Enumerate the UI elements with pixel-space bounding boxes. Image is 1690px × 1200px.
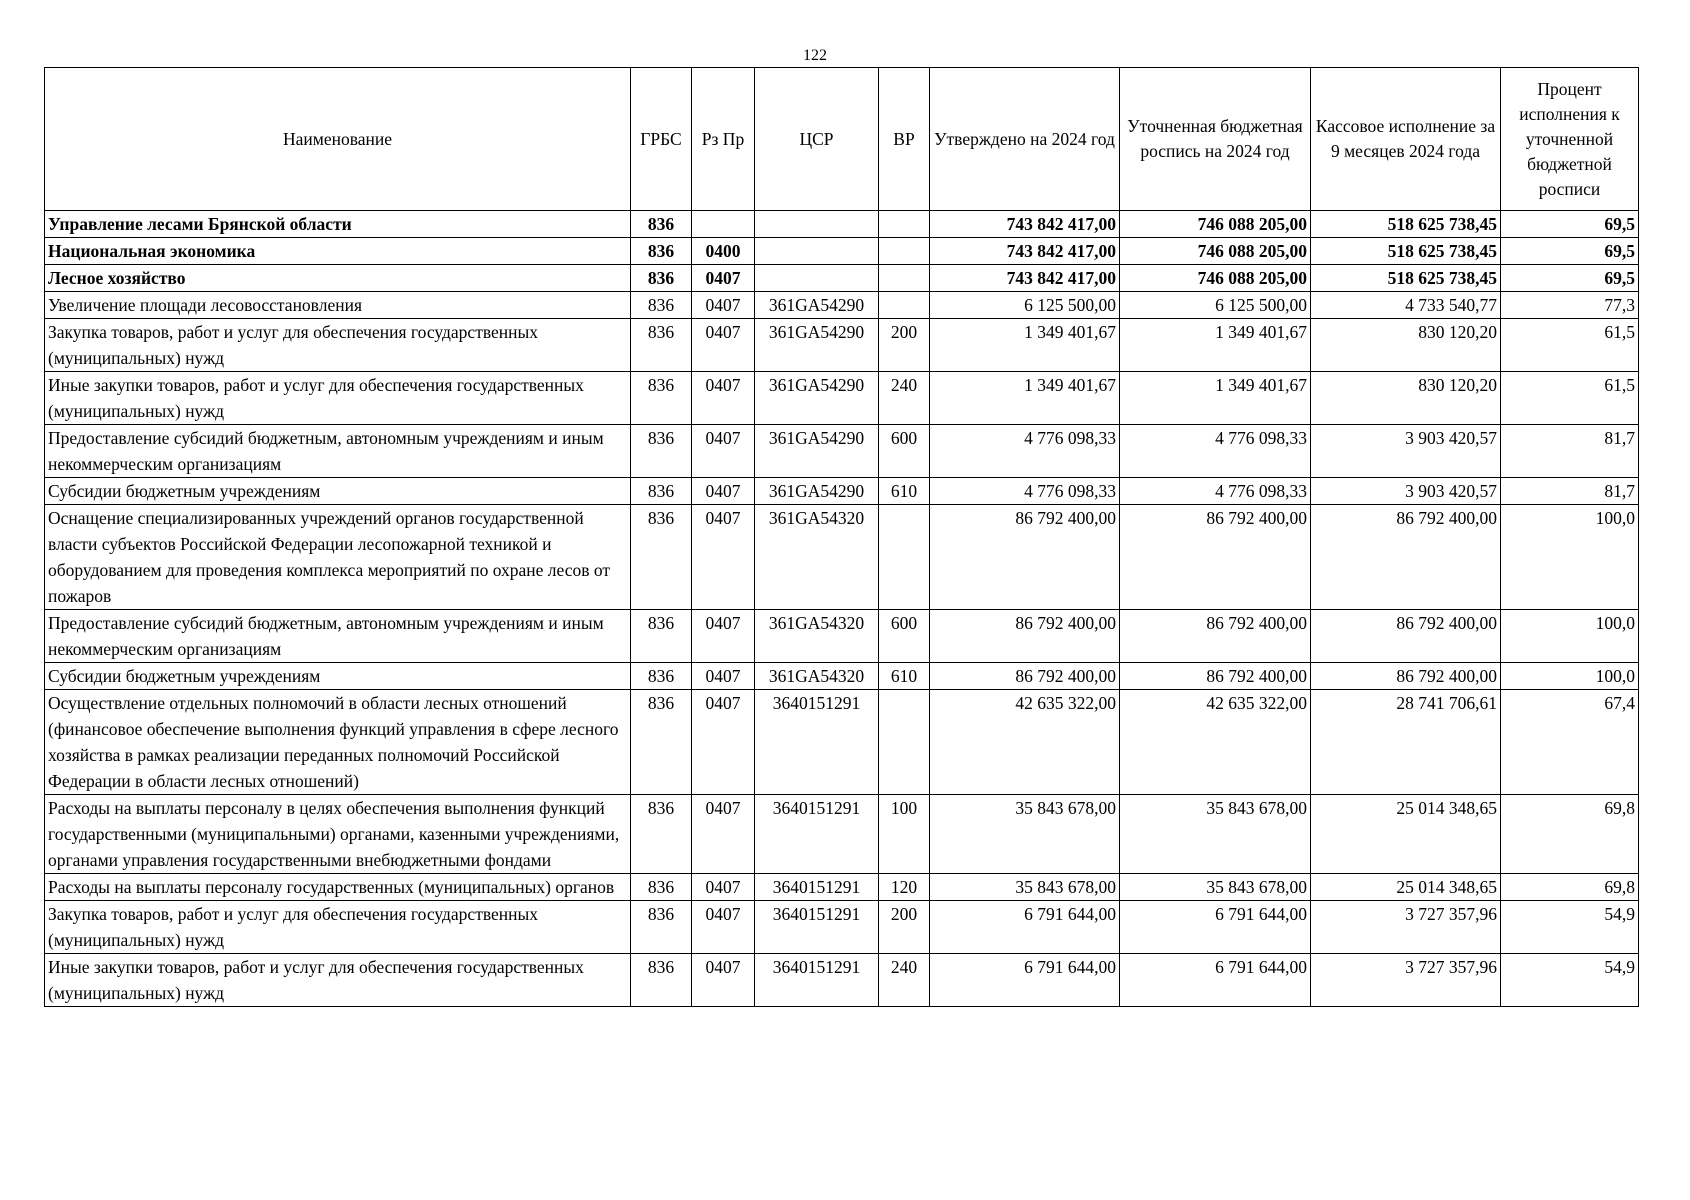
cell-name: Предоставление субсидий бюджетным, автономным учреждениям и иным некоммерческим организациям — [45, 425, 631, 478]
header-rzpr: Рз Пр — [692, 68, 755, 211]
cell-csr — [755, 211, 879, 238]
cell-grbs: 836 — [631, 478, 692, 505]
cell-refined: 746 088 205,00 — [1120, 265, 1311, 292]
table-row — [45, 372, 1639, 425]
cell-approved: 86 792 400,00 — [930, 505, 1120, 610]
cell-cash: 4 733 540,77 — [1311, 292, 1501, 319]
cell-refined: 86 792 400,00 — [1120, 663, 1311, 690]
cell-percent: 54,9 — [1501, 954, 1639, 1007]
cell-approved: 42 635 322,00 — [930, 690, 1120, 795]
cell-approved: 35 843 678,00 — [930, 874, 1120, 901]
cell-csr: 361GA54320 — [755, 663, 879, 690]
header-grbs: ГРБС — [631, 68, 692, 211]
header-row — [45, 68, 1639, 211]
cell-approved: 86 792 400,00 — [930, 610, 1120, 663]
cell-vr — [879, 211, 930, 238]
cell-refined: 42 635 322,00 — [1120, 690, 1311, 795]
table-row — [45, 505, 1639, 610]
cell-rzpr: 0407 — [692, 663, 755, 690]
cell-refined: 6 791 644,00 — [1120, 954, 1311, 1007]
cell-rzpr: 0407 — [692, 505, 755, 610]
table-row — [45, 211, 1639, 238]
cell-cash: 86 792 400,00 — [1311, 505, 1501, 610]
table-row — [45, 795, 1639, 874]
cell-vr — [879, 238, 930, 265]
cell-percent: 81,7 — [1501, 478, 1639, 505]
cell-rzpr: 0407 — [692, 901, 755, 954]
cell-cash: 86 792 400,00 — [1311, 610, 1501, 663]
cell-refined: 35 843 678,00 — [1120, 874, 1311, 901]
table-row — [45, 663, 1639, 690]
table-row — [45, 478, 1639, 505]
header-cash: Кассовое исполнение за 9 месяцев 2024 года — [1311, 68, 1501, 211]
cell-percent: 69,5 — [1501, 238, 1639, 265]
cell-name: Лесное хозяйство — [45, 265, 631, 292]
cell-vr — [879, 292, 930, 319]
cell-csr: 361GA54290 — [755, 478, 879, 505]
cell-approved: 6 791 644,00 — [930, 954, 1120, 1007]
cell-approved: 743 842 417,00 — [930, 238, 1120, 265]
cell-vr: 200 — [879, 901, 930, 954]
cell-cash: 3 727 357,96 — [1311, 954, 1501, 1007]
cell-vr — [879, 265, 930, 292]
cell-percent: 100,0 — [1501, 610, 1639, 663]
cell-vr: 240 — [879, 372, 930, 425]
cell-name: Национальная экономика — [45, 238, 631, 265]
cell-cash: 830 120,20 — [1311, 319, 1501, 372]
cell-grbs: 836 — [631, 319, 692, 372]
cell-name: Расходы на выплаты персоналу в целях обеспечения выполнения функций государственными (муниципальными) органами, казенными учреждениями, органами управления государственными внебюджетными фондами — [45, 795, 631, 874]
cell-vr: 240 — [879, 954, 930, 1007]
cell-approved: 4 776 098,33 — [930, 478, 1120, 505]
cell-cash: 86 792 400,00 — [1311, 663, 1501, 690]
cell-percent: 61,5 — [1501, 319, 1639, 372]
cell-vr: 600 — [879, 425, 930, 478]
cell-cash: 518 625 738,45 — [1311, 238, 1501, 265]
cell-refined: 4 776 098,33 — [1120, 478, 1311, 505]
cell-percent: 77,3 — [1501, 292, 1639, 319]
cell-refined: 1 349 401,67 — [1120, 372, 1311, 425]
cell-refined: 35 843 678,00 — [1120, 795, 1311, 874]
cell-percent: 54,9 — [1501, 901, 1639, 954]
cell-cash: 28 741 706,61 — [1311, 690, 1501, 795]
cell-csr — [755, 265, 879, 292]
cell-refined: 746 088 205,00 — [1120, 238, 1311, 265]
cell-vr: 200 — [879, 319, 930, 372]
cell-csr: 3640151291 — [755, 954, 879, 1007]
cell-name: Закупка товаров, работ и услуг для обеспечения государственных (муниципальных) нужд — [45, 319, 631, 372]
cell-grbs: 836 — [631, 238, 692, 265]
cell-grbs: 836 — [631, 265, 692, 292]
cell-refined: 86 792 400,00 — [1120, 610, 1311, 663]
cell-csr: 361GA54290 — [755, 292, 879, 319]
cell-csr: 3640151291 — [755, 901, 879, 954]
cell-cash: 3 903 420,57 — [1311, 478, 1501, 505]
cell-approved: 743 842 417,00 — [930, 265, 1120, 292]
cell-rzpr: 0407 — [692, 874, 755, 901]
cell-name: Расходы на выплаты персоналу государственных (муниципальных) органов — [45, 874, 631, 901]
cell-name: Субсидии бюджетным учреждениям — [45, 478, 631, 505]
cell-cash: 830 120,20 — [1311, 372, 1501, 425]
cell-rzpr: 0407 — [692, 425, 755, 478]
cell-refined: 86 792 400,00 — [1120, 505, 1311, 610]
cell-approved: 1 349 401,67 — [930, 372, 1120, 425]
cell-name: Оснащение специализированных учреждений органов государственной власти субъектов Российской Федерации лесопожарной техникой и оборудованием для проведения комплекса мероприятий по охране лесов от пожаров — [45, 505, 631, 610]
cell-percent: 81,7 — [1501, 425, 1639, 478]
cell-rzpr: 0407 — [692, 265, 755, 292]
cell-approved: 6 791 644,00 — [930, 901, 1120, 954]
cell-csr: 361GA54290 — [755, 372, 879, 425]
table-row — [45, 901, 1639, 954]
cell-name: Осуществление отдельных полномочий в области лесных отношений (финансовое обеспечение выполнения функций управления в сфере лесного хозяйства в рамках реализации переданных полномочий Российской Федерации в области лесных отношений) — [45, 690, 631, 795]
table-row — [45, 610, 1639, 663]
cell-rzpr: 0407 — [692, 610, 755, 663]
table-body — [45, 211, 1639, 1007]
cell-vr: 610 — [879, 663, 930, 690]
cell-csr: 361GA54320 — [755, 505, 879, 610]
cell-name: Закупка товаров, работ и услуг для обеспечения государственных (муниципальных) нужд — [45, 901, 631, 954]
cell-approved: 1 349 401,67 — [930, 319, 1120, 372]
table-row — [45, 954, 1639, 1007]
cell-cash: 518 625 738,45 — [1311, 265, 1501, 292]
cell-vr: 610 — [879, 478, 930, 505]
cell-approved: 4 776 098,33 — [930, 425, 1120, 478]
cell-grbs: 836 — [631, 372, 692, 425]
cell-grbs: 836 — [631, 505, 692, 610]
cell-refined: 6 125 500,00 — [1120, 292, 1311, 319]
cell-vr: 120 — [879, 874, 930, 901]
cell-percent: 69,8 — [1501, 874, 1639, 901]
cell-refined: 4 776 098,33 — [1120, 425, 1311, 478]
cell-approved: 86 792 400,00 — [930, 663, 1120, 690]
cell-csr: 3640151291 — [755, 874, 879, 901]
cell-grbs: 836 — [631, 292, 692, 319]
header-csr: ЦСР — [755, 68, 879, 211]
cell-rzpr: 0407 — [692, 795, 755, 874]
cell-cash: 518 625 738,45 — [1311, 211, 1501, 238]
cell-grbs: 836 — [631, 690, 692, 795]
cell-vr — [879, 690, 930, 795]
header-approved: Утверждено на 2024 год — [930, 68, 1120, 211]
cell-grbs: 836 — [631, 610, 692, 663]
cell-name: Иные закупки товаров, работ и услуг для обеспечения государственных (муниципальных) нужд — [45, 372, 631, 425]
cell-approved: 743 842 417,00 — [930, 211, 1120, 238]
cell-csr — [755, 238, 879, 265]
cell-grbs: 836 — [631, 901, 692, 954]
cell-percent: 69,5 — [1501, 211, 1639, 238]
cell-rzpr: 0407 — [692, 478, 755, 505]
table-row — [45, 319, 1639, 372]
cell-percent: 69,5 — [1501, 265, 1639, 292]
cell-rzpr: 0407 — [692, 690, 755, 795]
header-vr: ВР — [879, 68, 930, 211]
cell-grbs: 836 — [631, 795, 692, 874]
cell-name: Субсидии бюджетным учреждениям — [45, 663, 631, 690]
cell-csr: 3640151291 — [755, 795, 879, 874]
cell-percent: 61,5 — [1501, 372, 1639, 425]
cell-name: Управление лесами Брянской области — [45, 211, 631, 238]
cell-vr — [879, 505, 930, 610]
cell-percent: 69,8 — [1501, 795, 1639, 874]
page-number: 122 — [803, 47, 827, 64]
cell-vr: 600 — [879, 610, 930, 663]
cell-refined: 746 088 205,00 — [1120, 211, 1311, 238]
header-refined: Уточненная бюджетная роспись на 2024 год — [1120, 68, 1311, 211]
header-percent: Процент исполнения к уточненной бюджетной росписи — [1501, 68, 1639, 211]
table-row — [45, 292, 1639, 319]
table-row — [45, 425, 1639, 478]
cell-rzpr — [692, 211, 755, 238]
table-row — [45, 874, 1639, 901]
cell-name: Увеличение площади лесовосстановления — [45, 292, 631, 319]
cell-rzpr: 0407 — [692, 954, 755, 1007]
cell-csr: 361GA54290 — [755, 319, 879, 372]
cell-grbs: 836 — [631, 874, 692, 901]
cell-percent: 100,0 — [1501, 663, 1639, 690]
table-row — [45, 690, 1639, 795]
cell-cash: 25 014 348,65 — [1311, 874, 1501, 901]
cell-name: Предоставление субсидий бюджетным, автономным учреждениям и иным некоммерческим организациям — [45, 610, 631, 663]
cell-csr: 3640151291 — [755, 690, 879, 795]
cell-percent: 67,4 — [1501, 690, 1639, 795]
cell-percent: 100,0 — [1501, 505, 1639, 610]
header-name: Наименование — [45, 68, 631, 211]
cell-csr: 361GA54320 — [755, 610, 879, 663]
cell-approved: 35 843 678,00 — [930, 795, 1120, 874]
cell-csr: 361GA54290 — [755, 425, 879, 478]
cell-cash: 3 903 420,57 — [1311, 425, 1501, 478]
cell-cash: 3 727 357,96 — [1311, 901, 1501, 954]
cell-name: Иные закупки товаров, работ и услуг для обеспечения государственных (муниципальных) нужд — [45, 954, 631, 1007]
table-row — [45, 238, 1639, 265]
cell-vr: 100 — [879, 795, 930, 874]
cell-refined: 6 791 644,00 — [1120, 901, 1311, 954]
cell-refined: 1 349 401,67 — [1120, 319, 1311, 372]
cell-grbs: 836 — [631, 211, 692, 238]
cell-cash: 25 014 348,65 — [1311, 795, 1501, 874]
cell-rzpr: 0407 — [692, 372, 755, 425]
cell-rzpr: 0407 — [692, 292, 755, 319]
cell-rzpr: 0407 — [692, 319, 755, 372]
cell-rzpr: 0400 — [692, 238, 755, 265]
cell-grbs: 836 — [631, 954, 692, 1007]
cell-grbs: 836 — [631, 425, 692, 478]
cell-approved: 6 125 500,00 — [930, 292, 1120, 319]
table-row — [45, 265, 1639, 292]
cell-grbs: 836 — [631, 663, 692, 690]
budget-table — [44, 67, 1639, 1007]
